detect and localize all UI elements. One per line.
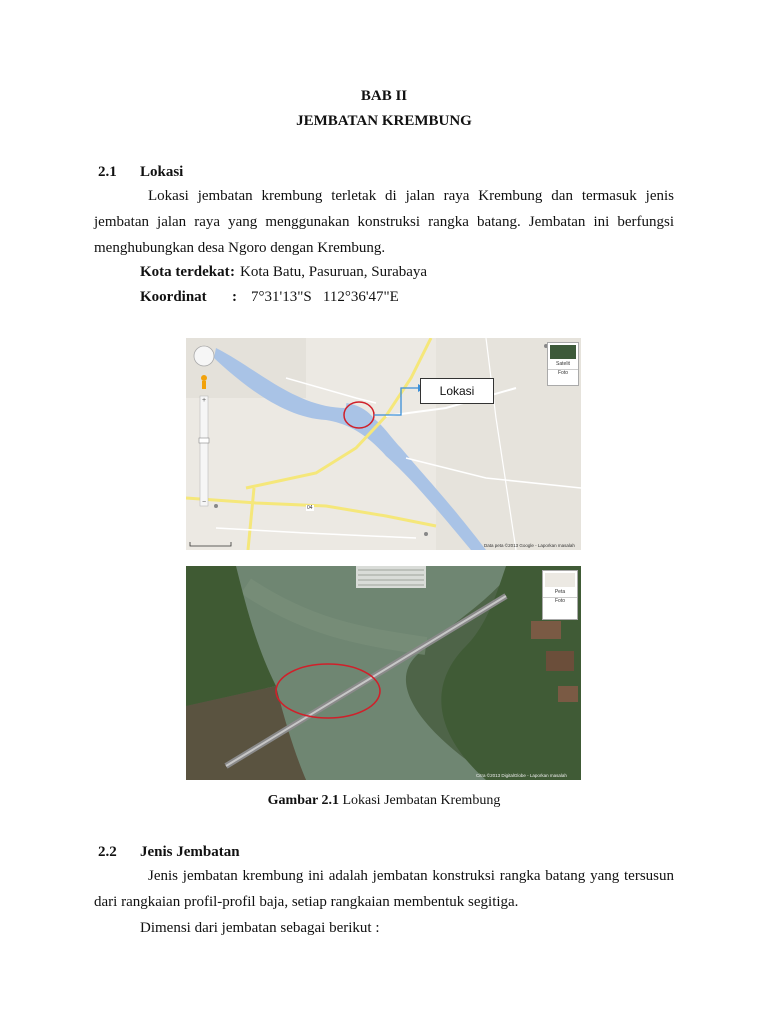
nearest-city-value: Kota Batu, Pasuruan, Surabaya: [240, 264, 428, 280]
dimension-intro: Dimensi dari jembatan sebagai berikut :: [140, 920, 380, 936]
map-layer-label[interactable]: Peta: [554, 589, 566, 595]
nearest-city-separator: :: [230, 264, 235, 280]
satellite-layer-label[interactable]: Satelit: [556, 361, 570, 367]
chapter-number: BAB II: [360, 88, 408, 104]
location-paragraph: Lokasi jembatan krembung terletak di jalan raya Krembung dan termasuk jenis jembatan jalan raya yang menggunakan konstruksi rangka batang. Jembatan ini berfungsi menghubungkan desa Ngoro dengan Krembung.: [94, 188, 674, 256]
photo-layer-label[interactable]: Foto: [548, 369, 578, 376]
road-map-image: [186, 338, 581, 550]
road-map-drawing: [186, 338, 581, 550]
map-attribution[interactable]: Data peta ©2013 Google - Laporkan masalah: [484, 543, 575, 548]
satellite-image: [186, 566, 581, 780]
zoom-slider[interactable]: [200, 396, 208, 506]
section-number: 2.1: [98, 164, 117, 180]
layer-switcher-satellite[interactable]: [542, 570, 578, 620]
section-number-2: 2.2: [98, 844, 117, 860]
section-title-2: Jenis Jembatan: [140, 844, 240, 860]
satellite-attribution[interactable]: Citra ©2013 DigitalGlobe - Laporkan masalah: [476, 773, 567, 778]
satellite-thumbnail: [550, 345, 576, 359]
satellite-drawing: [186, 566, 581, 780]
svg-text:−: −: [201, 499, 207, 506]
road-number-label: 04: [307, 505, 313, 511]
coordinate-value: 7°31'13"S 112°36'47"E: [251, 289, 399, 305]
svg-text:+: +: [201, 397, 207, 404]
figure-caption-label: Gambar 2.1: [267, 793, 339, 808]
photo-layer-label-satellite[interactable]: Foto: [543, 597, 577, 604]
coordinate-separator: :: [232, 289, 237, 305]
location-callout-box: Lokasi: [420, 378, 494, 404]
layer-switcher[interactable]: [547, 342, 579, 386]
pan-control-icon[interactable]: [194, 346, 214, 366]
pegman-icon[interactable]: [201, 375, 207, 381]
nearest-city-label: Kota terdekat: [140, 264, 230, 280]
coordinate-label: Koordinat: [140, 289, 207, 305]
chapter-title: JEMBATAN KREMBUNG: [296, 113, 472, 129]
figure-caption-text: Lokasi Jembatan Krembung: [342, 793, 501, 808]
bridge-type-paragraph: Jenis jembatan krembung ini adalah jembatan konstruksi rangka batang yang tersusun dari rangkaian profil-profil baja, setiap rangkaian membentuk segitiga.: [94, 868, 674, 910]
section-title: Lokasi: [140, 164, 184, 180]
figure-caption: [0, 793, 768, 809]
map-thumbnail: [545, 573, 575, 587]
